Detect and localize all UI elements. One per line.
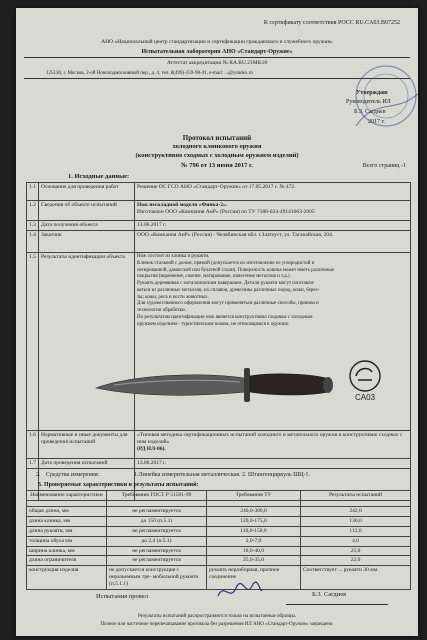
signature-icon [216,576,264,606]
protocol-title: Протокол испытаний [182,134,252,142]
accreditation-line: Аттестат аккредитации № RA.RU.21MK18 [166,60,268,66]
table-row: 1.2 Сведения об объекте испытаний Нож нескладной модели «Финка-2». Изготовлен ООО «Компания АиР» (Россия) по ТУ 7188-024-49141663-2005 [27,201,411,221]
table-row: длина рукояти, мм не регламентируется 110,0-150,0 112,0 [27,526,411,536]
table-row: 1.5 Результаты идентификации объекта Нож состоит из клинка и рукояти. Клинок стальной с долом, прямой (допускается их изготовление из углеродистой и легированной, дамасской или булатной стали). Поверхность клинка может иметь различные покрытия (воронение, сжение, матирование, нанесение металлов и т.д.). Рукоять деревянная с металлическим навершием. Детали рукояти могут изготавли- ваться из различных металлов, их сплавов, древесины различных пород, кожи, берес- ты; кожи, рога и кости животных. Для художественного оформления могут применяться различные способы, приемы и технологии обработки. По результатам идентификации нож является конструктивно сходным с холодным оружием изделием - туристическим ножом, не относящимся к оружию. [27,253,411,501]
column-header: Требования ГОСТ Р 51501-99 [107,491,207,507]
footer-note-1: Результаты испытаний распространяются только на испытанные образцы. [137,614,297,619]
round-seal-icon [346,56,418,136]
svg-text:CA03: CA03 [354,393,376,402]
organization-line: АНО «Национальный центр стандартизации и сертификации гражданского и служебного оружия» [101,39,333,45]
table-row: ширина клинка, мм не регламентируется 18,0-40,0 25,0 [27,546,411,556]
results-table [26,490,411,590]
description-line: ваться из различных металлов, их сплавов, древесины различных пород, кожи, берес- [137,287,320,293]
table-row: 1.6 Нормативные и иные документы для проведения испытаний «Типовая методика сертификационных испытаний холодного и метательного оружия и конструктивно сходных с ним изделий» (РД НЛ-06). [27,431,411,459]
table-row: 1.3 Дата получения объекта 13.06.2017 г. [27,221,411,231]
description-line: ты; кожи, рога и кости животных. [137,294,209,300]
description-line: легированной, дамасской или булатной стали). Поверхность клинка может иметь различные [137,267,334,273]
column-header: Требования ТУ [207,491,301,507]
table-row: 1.4 Заказчик ООО «Компания АиР» (Россия) - Челябинская обл. г.Златоуст, ул. Таганайская, 204. [27,231,411,253]
protocol-subtitle: холодного клинкового оружия [172,143,262,150]
table-row: конструкция изделия не допускается конструкция с неразъемным тре- мобильной рукояти (п.5.1.1) рукоять неразборная, прочное соединение Соответствует ... рукояти 30 мм [27,566,411,590]
protocol-number: № 796 от 13 июня 2017 г. [181,162,253,169]
knife-photo [94,348,334,418]
description-line: оружием изделием - туристическим ножом, не относящимся к оружию. [137,321,290,327]
certificate-reference: К сертификату соответствия РОСС RU.CA03.B07252 [263,20,400,26]
approved-label: Утверждаю [356,90,388,96]
protocol-subtitle-2: (конструктивно сходных с холодным оружием изделий) [135,152,299,159]
page-count: Всего страниц -1 [362,163,406,169]
measuring-tools: 1.Линейка измерительная металлическая. 2. Штангенциркуль ШЦ-1. [134,472,310,478]
description-line: По результатам идентификации нож является конструктивно сходным с холодным [137,314,313,320]
description-line: Рукоять деревянная с металлическим навершием. Детали рукояти могут изготавли- [137,281,315,286]
head-signature-name: Б.З. Сагдиев [354,109,386,115]
standards-table [26,430,411,469]
section-2-number: 2. [36,472,41,478]
description-line: Для художественного оформления могут применяться различные способы, приемы и [137,301,319,307]
head-title: Руководитель ИЛ [346,99,391,105]
description-line: покрытия (воронение, сжение, матирование, нанесение металлов и т.д.). [137,274,291,280]
signature-line [286,604,388,605]
table-row: длина клинка, мм до 150 (п.5.1) 120,0-175,0 130,0 [27,516,411,526]
table-row: 1.7 Дата проведения испытаний 13.06.2017 г. [27,459,411,469]
column-header: Результаты испытаний [301,491,411,507]
table-row: общая длина, мм не регламентируется 240,0-380,0 242,0 [27,507,411,517]
section-1-title: 1. Исходные данные: [68,173,130,180]
table-row: 1.1 Основание для проведения работ Решение ОС ГСО АНО «Стандарт-Оружие» от 17.05.2017 г. № 472. [27,183,411,201]
approval-date: 2017 г. [368,119,385,125]
footer-note-2: Полное или частичное перепечатывание протокола без разрешения ИЛ АНО «Стандарт-Оружие» запрещено. [100,622,334,627]
table-header-row [27,491,411,507]
table-row: толщина обуха мм до 2,4 (п.5.1) 2,0-7,0 4,0 [27,536,411,546]
column-header: Наименование характеристики [27,491,107,507]
rst-certification-mark-icon [342,356,388,402]
tester-name: Б.З. Сагдиев [312,591,347,598]
description-line: технологии обработки. [137,308,186,313]
certificate-document [16,8,418,636]
address-line: 125130, г. Москва, 2-ой Новоподмосковный пер., д. 4, тел. 8(499)-159-98-41, e-mail: ...@yandex.ru [46,71,253,76]
section-3-title: 3. Проверяемые характеристики и результаты испытаний: [38,482,199,488]
section-2-title: Средства измерения: [46,472,100,478]
description-line: Клинок стальной с долом, прямой (допускается их изготовление из углеродистой и [137,260,315,266]
tested-by-label: Испытания провел [96,593,148,600]
laboratory-line: Испытательная лаборатория АНО «Стандарт-Оружие» [141,49,293,55]
table-row: длина ограничителя не регламентируется 25,0-35,0 22,0 [27,556,411,566]
